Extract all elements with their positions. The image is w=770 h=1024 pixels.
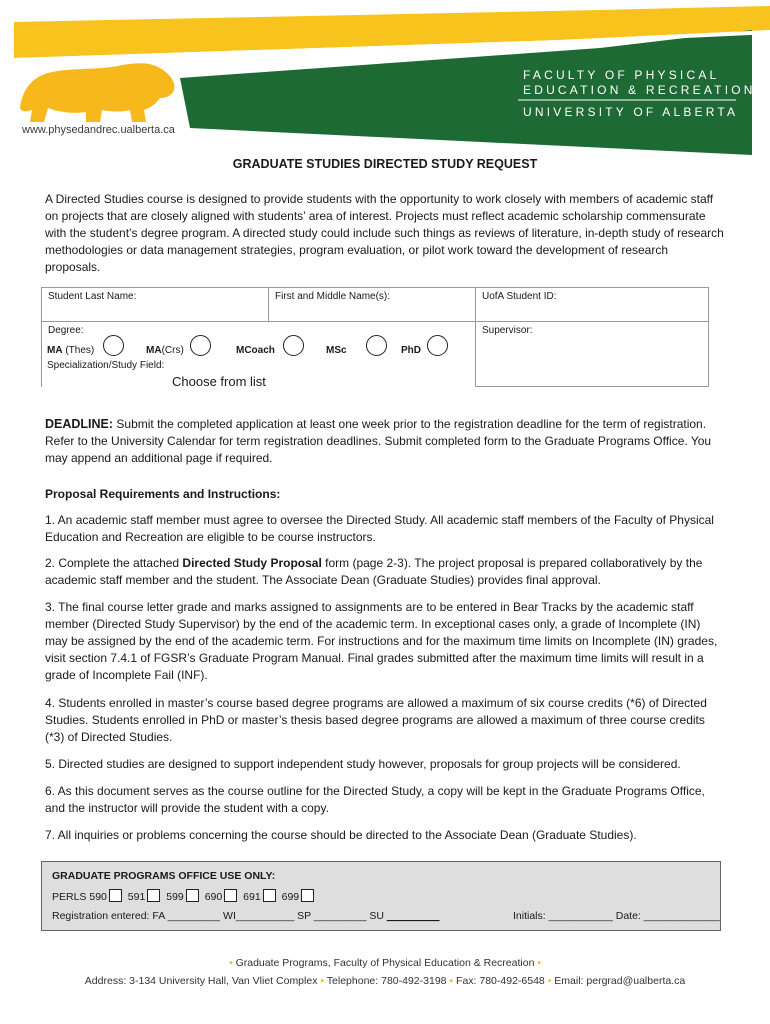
last-name-field[interactable] — [42, 288, 269, 322]
bullet-icon: • — [449, 975, 454, 987]
degree-option-ma-thes[interactable]: MA (Thes) — [47, 345, 95, 356]
bullet-icon: • — [537, 957, 542, 969]
website-link[interactable]: www.physedandrec.ualberta.ca — [22, 124, 175, 136]
requirement-item-2: 2. Complete the attached Directed Study Proposal form (page 2-3). The project proposal is prepared collaboratively by the academic staff member and the student. The Associate Dean (Graduate Studies) provides final approval. — [45, 556, 703, 587]
footer-line1: • Graduate Programs, Faculty of Physical Education & Recreation • — [228, 957, 542, 969]
radio-mcoach[interactable] — [283, 335, 304, 356]
requirement-item-5: 5. Directed studies are designed to support independent study however, proposals for group projects will be considered. — [45, 757, 681, 771]
checkbox-691[interactable] — [263, 889, 276, 902]
office-use-heading: GRADUATE PROGRAMS OFFICE USE ONLY: — [52, 870, 276, 882]
requirement-item-6: 6. As this document serves as the course outline for the Directed Study, a copy will be kept in the Graduate Programs Office, and the instructor will provide the student with a copy. — [45, 784, 705, 815]
university-name: UNIVERSITY OF ALBERTA — [523, 105, 739, 119]
faculty-name-line2: EDUCATION & RECREATION — [523, 83, 756, 97]
course-checkboxes: PERLS 590 591 599 690 691 699 — [52, 889, 317, 903]
faculty-name-line1: FACULTY OF PHYSICAL — [523, 68, 720, 82]
degree-option-msc[interactable]: MSc — [326, 345, 347, 356]
checkbox-590[interactable] — [109, 889, 122, 902]
degree-option-ma-crs[interactable]: MA(Crs) — [146, 345, 184, 356]
specialization-label: Specialization/Study Field: — [47, 360, 165, 371]
requirement-item-7: 7. All inquiries or problems concerning the course should be directed to the Associate Dean (Graduate Studies). — [45, 828, 637, 842]
checkbox-690[interactable] — [224, 889, 237, 902]
first-name-label: First and Middle Name(s): — [275, 291, 391, 302]
supervisor-label: Supervisor: — [482, 325, 533, 336]
degree-option-mcoach[interactable]: MCoach — [236, 345, 275, 356]
intro-paragraph: A Directed Studies course is designed to provide students with the opportunity to work closely with members of academic staff on projects that are closely aligned with students’ area of interest. Projects must reflect academic scholarship commensurate with the student’s degree program. A directed study could include such things as reviews of literature, in-depth study of research methodologies or data management strategies, program evaluation, or pilot work toward the development of research proposals. — [45, 192, 724, 274]
checkbox-591[interactable] — [147, 889, 160, 902]
deadline-paragraph — [45, 416, 725, 467]
email-link[interactable]: pergrad@ualberta.ca — [583, 975, 686, 987]
supervisor-field[interactable] — [476, 322, 709, 387]
radio-msc[interactable] — [366, 335, 387, 356]
bullet-icon: • — [320, 975, 325, 987]
requirement-item-4: 4. Students enrolled in master’s course based degree programs are allowed a maximum of six course credits (*6) of Directed Studies. Students enrolled in PhD or master’s thesis based degree programs are allowed a maximum of three course credits (*3) of Directed Studies. — [45, 696, 707, 744]
degree-label: Degree: — [48, 325, 84, 336]
bullet-icon: • — [547, 975, 552, 987]
bear-logo — [20, 63, 174, 122]
student-id-label: UofA Student ID: — [482, 291, 557, 302]
first-name-field[interactable] — [269, 288, 476, 322]
radio-ma-crs[interactable] — [190, 335, 211, 356]
specialization-dropdown[interactable]: Choose from list — [172, 374, 266, 389]
registration-entered: Registration entered: FA _________ WI__________ SP _________ SU _________ — [52, 910, 440, 922]
radio-ma-thes[interactable] — [103, 335, 124, 356]
requirement-item-3: 3. The final course letter grade and marks assigned to assignments are to be entered in Bear Tracks by the academic staff member (Directed Study Supervisor) by the end of the academic term. In exceptional cases only, a grade of Incomplete (IN) may be assigned by the end of the academic term. For instructions and for the maximum time limits on Incomplete (IN) grades, visit section 7.4.1 of FGSR’s Graduate Program Manual. Final grades submitted after the maximum time limits will result in a grade of Incomplete Fail (INF). — [45, 600, 718, 682]
deadline-text: Submit the completed application at least one week prior to the registration deadline for the term of registration. Refer to the University Calendar for term registration deadlines. Submit completed form to the Graduate Programs Office. You may append an additional page if required. — [45, 417, 712, 465]
student-id-field[interactable] — [476, 288, 709, 322]
radio-phd[interactable] — [427, 335, 448, 356]
office-use-box — [41, 861, 721, 931]
requirements-heading: Proposal Requirements and Instructions: — [45, 487, 281, 501]
degree-option-phd[interactable]: PhD — [401, 345, 421, 356]
form-title: GRADUATE STUDIES DIRECTED STUDY REQUEST — [232, 157, 538, 171]
deadline-label: DEADLINE: — [45, 417, 114, 431]
checkbox-699[interactable] — [301, 889, 314, 902]
last-name-label: Student Last Name: — [48, 291, 137, 302]
checkbox-599[interactable] — [186, 889, 199, 902]
initials-date: Initials: ___________ Date: _____________ — [513, 910, 720, 922]
requirement-item-1: 1. An academic staff member must agree to oversee the Directed Study. All academic staff members of the Faculty of Physical Education and Recreation are eligible to be course instructors. — [45, 513, 714, 544]
bullet-icon: • — [228, 957, 233, 969]
footer-contact: Address: 3-134 University Hall, Van Vliet Complex • Telephone: 780-492-3198 • Fax: 780-492-6548 • Email: pergrad@ualberta.ca — [84, 975, 686, 987]
